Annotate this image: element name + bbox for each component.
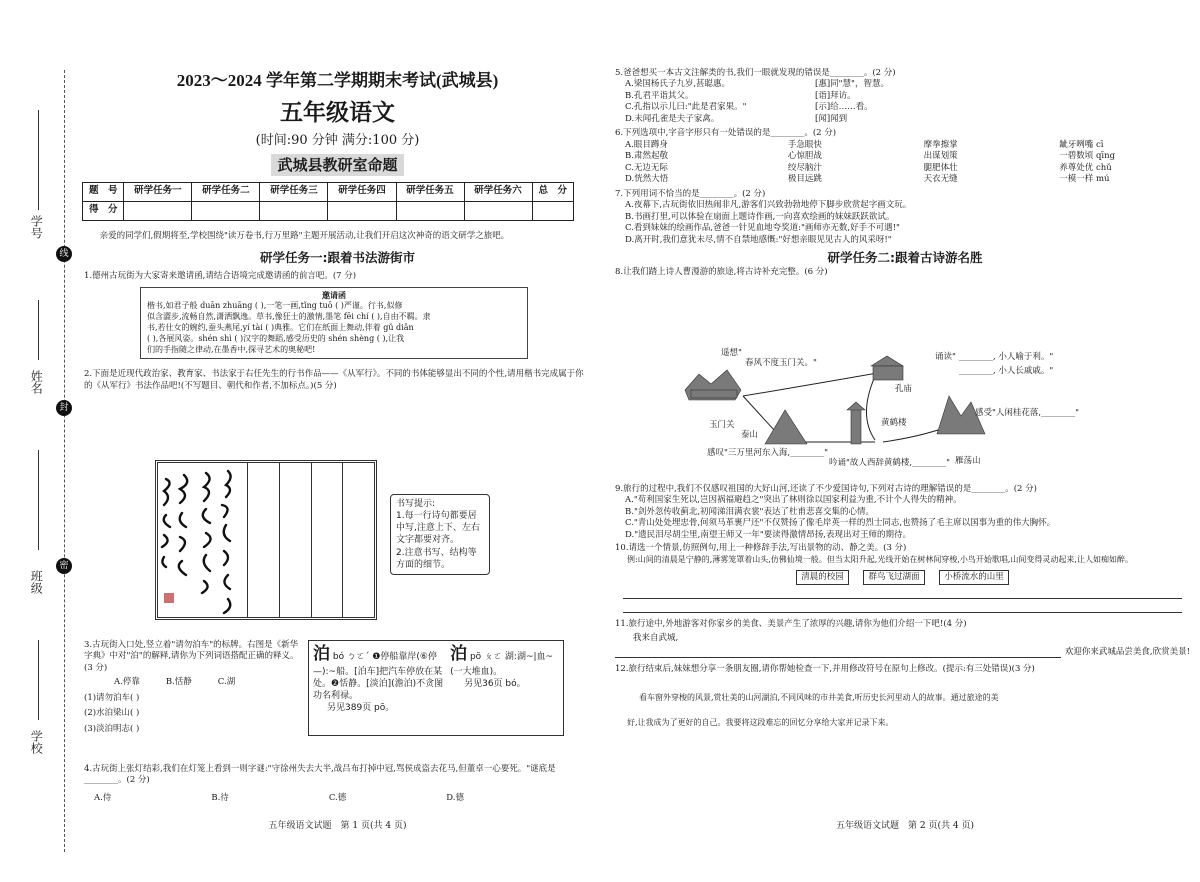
option-note: [诣]拜访。 [815, 90, 856, 101]
map-place-label: 泰山 [741, 430, 759, 440]
question-12: 12.旅行结束后,妹妹想分享一条朋友圈,请你帮她检查一下,并用修改符号在原句上修改。(提示:有三处错误)(3 分) [615, 664, 1035, 675]
class-line [38, 450, 39, 550]
scene-choice[interactable]: 小桥流水的山里 [939, 570, 1009, 585]
map-place-label: 孔庙 [895, 384, 913, 394]
dictionary-box [308, 640, 564, 736]
questions-9-12 [615, 484, 1190, 729]
invitation-box [140, 287, 528, 360]
option: 腿肥体壮 [923, 162, 958, 173]
name-label: 姓名 [29, 370, 44, 394]
option: D.离开时,我们意犹未尽,情不自禁地感慨:"好想亲眼见见古人的风采呀!" [625, 234, 892, 245]
scene-choice[interactable]: 清晨的校园 [796, 570, 849, 585]
option: D.恍然大悟 [625, 174, 669, 185]
option-note: [惠]同"慧"，智慧。 [815, 79, 889, 90]
option: 出谋划策 [923, 151, 958, 162]
page-2-footer: 五年级语文试题 第 2 页(共 4 页) [836, 821, 974, 831]
scene-choices [615, 570, 1190, 585]
option: C."青山处处埋忠骨,何须马革裹尸还"不仅赞扬了像毛岸英一样的烈士同志,也赞扬了毛主席以国事为重的伟大胸怀。 [625, 518, 1056, 529]
score-cell[interactable] [124, 201, 192, 220]
option: A.侍 [94, 792, 112, 803]
question-11-end: 欢迎你来武城品尝美食,欣赏美景! [1064, 646, 1190, 657]
question-12-text: 好,让我成为了更好的自己。我要将这段难忘的回忆分享给大家并记录下来。 [627, 718, 894, 728]
dictionary-def: pō ㄆㄛ 湖:湖~|血~(一大堆血)。 [450, 652, 554, 677]
question-12-text: 看车窗外穿梭的风景,赏壮美的山河湖泊,不同风味的市井美食,听历史长河里动人的故事。通过旅途的美 [639, 693, 999, 703]
question-5: 5.爸爸想买一本古文注解类的书,我们一眼就发现的错误是________。(2 分) [615, 68, 896, 78]
writing-column[interactable] [248, 463, 280, 617]
dictionary-entry-po [450, 643, 559, 733]
exam-page-2 [615, 0, 1195, 882]
question-4-options [94, 793, 464, 804]
option: A.眼目蹲身 [625, 139, 668, 150]
section-heading-2: 研学任务二:跟着古诗游名胜 [827, 250, 983, 266]
dictionary-ref: 另见389页 pō。 [327, 703, 395, 714]
dictionary-entry-bo [313, 643, 446, 733]
hint-item: 2.注意书写、结构等方面的细节。 [396, 547, 477, 570]
option: B.肃然起敬 [625, 151, 668, 162]
hint-item: 1.每一行诗句都要居中写,注意上下、左右文字都要对齐。 [396, 511, 480, 546]
question-11-start: 我来自武城, [633, 632, 679, 643]
option: A."苟利国家生死以,岂因祸福避趋之"突出了林则徐以国家利益为重,不计个人得失的精神。 [625, 495, 962, 506]
option: 摩拳擦掌 [923, 139, 958, 150]
question-7: 7.下列用词不恰当的是________。(2 分) [615, 188, 766, 199]
exam-subject: 五年级语文 [280, 98, 395, 126]
score-header-cell: 研学任务六 [464, 182, 532, 201]
invitation-line: 楷书,如君子般 duān zhuāng ( ),一笔一画,tǐng tuō ( )严谨。行书,似修 [147, 301, 403, 311]
invitation-line: ( ),各展风姿。shén shì ( )汉字的舞蹈,感受历史的 shén shèng ( ),让我 [147, 333, 405, 343]
question-8: 8.让我们踏上诗人曹漫游的旅途,将古诗补充完整。(6 分) [615, 266, 828, 277]
calligraphy-brush-image [158, 463, 246, 617]
question-3: 3.古玩街入口处,竖立着"请勿泊车"的标牌。右图是《新华字典》中对"泊"的解释,请你为下列词语搭配正确的释义。(3 分) [84, 640, 299, 673]
question-10-example: 例:山间的清晨是宁静的,薄雾笼罩着山头,仿佛仙境一般。但当太阳升起,光线开始在树林间穿梭,小鸟开始歌唱,山间变得灵动起来,让人如痴如醉。 [627, 554, 1133, 564]
map-place-label: 玉门关 [709, 420, 735, 430]
score-header-cell: 研学任务五 [396, 182, 464, 201]
answer-line[interactable] [623, 599, 1182, 613]
option: B.孔君平诣其父。 [625, 90, 694, 101]
calligraphy-grid [155, 460, 377, 620]
map-text: 感叹"三万里河东入海,________" [707, 448, 829, 458]
poetry-travel-map [625, 344, 1185, 470]
option: 手急眼快 [787, 139, 822, 150]
writing-column[interactable] [280, 463, 312, 617]
option: B.待 [211, 792, 229, 803]
option: D.未闻孔雀是夫子家禽。 [625, 113, 720, 124]
score-header-cell: 总 分 [532, 182, 573, 201]
score-header-cell: 研学任务四 [328, 182, 396, 201]
exam-title: 2023～2024 学年第二学期期末考试(武城县) [176, 71, 499, 90]
score-table [82, 182, 574, 221]
hint-title: 书写提示: [396, 499, 436, 509]
map-text: ________, 小人长戚戚。" [959, 366, 1054, 376]
option: A.停靠 [114, 677, 140, 688]
option: C.无边无际 [625, 162, 668, 173]
map-place-label: 雁荡山 [955, 456, 981, 466]
seal-seal-mark: 封 [56, 400, 72, 416]
score-header-cell: 题 号 [83, 182, 124, 201]
question-3-item: (1)请勿泊车( ) [84, 692, 140, 703]
binding-dashed-line [64, 70, 65, 852]
question-11: 11.旅行途中,外地游客对你家乡的美食、美景产生了浓厚的兴趣,请你为他们介绍一下吧!(4 分) [615, 619, 967, 630]
option-note: [示]给……看。 [815, 102, 873, 113]
option: C.孔指以示儿曰:"此是君家果。" [625, 102, 747, 113]
dictionary-char: 泊 [450, 644, 468, 664]
student-id-line [38, 110, 39, 210]
option: A.梁国杨氏子九岁,甚聪惠。 [625, 79, 731, 90]
dictionary-def: bó ㄅㄛˊ ❶停船靠岸(⑥停—):~船。[泊车]把汽车停放在某处。❷恬静。[淡泊](澹泊)不贪图功名利禄。 [313, 652, 444, 702]
score-header-cell: 研学任务三 [260, 182, 328, 201]
page-1-footer: 五年级语文试题 第 1 页(共 4 页) [268, 821, 407, 831]
question-4-block [84, 764, 584, 804]
question-9-options [625, 495, 1190, 541]
option: D."遗民泪尽胡尘里,南望王师又一年"要读得激情昂扬,表现出对王师的期待。 [625, 529, 911, 540]
option: D.德 [446, 792, 464, 803]
score-cell[interactable] [396, 201, 464, 220]
option: 天衣无缝 [923, 174, 958, 185]
class-label: 班级 [29, 570, 44, 594]
invitation-heading: 邀请函 [322, 290, 346, 300]
option: C.德 [328, 792, 347, 803]
question-11-answer [615, 646, 1190, 658]
answer-line[interactable] [615, 646, 1061, 658]
intro-text: 亲爱的同学们,假期将至,学校围绕"读万卷书,行万里路"主题开展活动,让我们开启这次神奇的语文研学之旅吧。 [99, 230, 510, 241]
option: 极目远跳 [787, 174, 822, 185]
question-6-options [625, 140, 1195, 186]
exam-time: (时间:90 分钟 满分:100 分) [255, 132, 420, 148]
question-1: 1.德州古玩街为大家寄来邀请函,请结合语境完成邀请函的前言吧。(7 分) [84, 271, 357, 282]
school-label: 学校 [29, 730, 44, 754]
question-10: 10.请选一个情景,仿照例句,用上一种修辞手法,写出景物的动、静之美。(3 分) [615, 543, 907, 554]
option: B."剑外忽传收蓟北,初闻涕泪满衣裳"表达了杜甫悲喜交集的心情。 [625, 506, 874, 517]
calligraphy-artwork-image [158, 463, 248, 617]
dictionary-ref: 另见36页 bó。 [464, 679, 526, 690]
question-3-item: (3)淡泊明志( ) [84, 723, 140, 734]
map-text: 诵读" [935, 352, 956, 362]
question-5-options [625, 79, 1195, 125]
question-7-options [625, 200, 1195, 246]
map-text: 春风不度玉门关。" [745, 358, 817, 368]
option: 绞尽脑汁 [787, 162, 822, 173]
binding-margin [0, 0, 80, 882]
option: 龇牙咧嘴 cī [1059, 139, 1104, 150]
exam-author: 武城县教研室命题 [271, 154, 403, 176]
seal-line-mark: 线 [56, 246, 72, 262]
student-id-label: 学号 [29, 215, 44, 239]
option: C.湖 [217, 677, 236, 688]
seal-secret-mark: 密 [56, 558, 72, 574]
option: 养尊处优 chǔ [1059, 162, 1112, 173]
score-cell[interactable] [328, 201, 396, 220]
invitation-line: 们的手指随之律动,在墨香中,探寻艺术的奥秘吧! [147, 344, 316, 354]
question-3-block [84, 640, 306, 735]
map-text: 吟诵"故人西辞黄鹤楼,________" [829, 458, 951, 468]
school-line [38, 640, 39, 720]
option-note: [闻]闻到 [815, 113, 848, 124]
section-heading-1: 研学任务一:跟着书法游街市 [260, 250, 415, 266]
score-cell[interactable] [464, 201, 532, 220]
question-3-options [114, 677, 306, 688]
option: 一模一样 mú [1059, 174, 1110, 185]
question-2: 2.下面是近现代政治家、教育家、书法家于右任先生的行书作品——《从军行》。不同的书体能够显出不同的个性,请用楷书完成属于你的《从军行》书法作品吧!(不写题目、朝代和作者,不加标点。)(5 分) [84, 369, 584, 391]
map-text: 感受"人闲桂花落,________" [975, 408, 1080, 418]
name-line [38, 300, 39, 360]
score-row-label: 得 分 [83, 201, 124, 220]
map-place-label: 黄鹤楼 [881, 418, 907, 428]
option: A.夜幕下,古玩街依旧热闹非凡,游客们兴致勃勃地停下脚步欣赏起字画文玩。 [625, 200, 912, 211]
score-cell[interactable] [260, 201, 328, 220]
invitation-line: 书,若仕女的婉约,蚕头燕尾,yí tài ( )典雅。它们在纸面上舞动,伴着 gǔ diǎn [147, 322, 414, 332]
question-3-item: (2)水泊梁山( ) [84, 708, 140, 719]
question-6: 6.下列选项中,字音字形只有一处错误的是________。(2 分) [615, 128, 837, 139]
exam-page-1 [80, 0, 595, 882]
option: C.看到妹妹的绘画作品,爸爸一针见血地夸奖道:"画师亦无数,好手不可遇!" [625, 223, 900, 234]
question-9: 9.旅行的过程中,我们不仅感叹祖国的大好山河,还读了不少爱国诗句,下列对古诗的理解错误的是________。(2 分) [615, 484, 1037, 494]
dictionary-char: 泊 [313, 644, 330, 664]
writing-hint-box [390, 494, 490, 575]
question-4: 4.古玩街上张灯结彩,我们在灯笼上看到一则字谜:"守徐州失去大半,战吕布打掉中冠,骂侯成盗去花马,但董卓一心要死。"谜底是________。(2 分) [84, 764, 556, 786]
option: 心惊胆战 [787, 151, 822, 162]
writing-column[interactable] [343, 463, 374, 617]
option: B.恬静 [165, 677, 192, 688]
map-text: 遥想" [721, 348, 742, 358]
score-cell[interactable] [532, 201, 573, 220]
answer-line[interactable] [623, 585, 1182, 599]
map-text: ________, 小人喻于利。" [959, 352, 1054, 362]
score-header-cell: 研学任务一 [124, 182, 192, 201]
option: 一碧数顷 qīng [1059, 151, 1116, 162]
invitation-line: 似含澀步,流畅自然,潇洒飘逸。草书,像狂士的激情,墨笔 fēi chí ( ),自由不羁。隶 [147, 312, 431, 322]
score-header-cell: 研学任务二 [192, 182, 260, 201]
writing-column[interactable] [312, 463, 344, 617]
option: B.书画打里,可以体验在扇面上题诗作画,一向喜欢绘画的妹妹跃跃欲试。 [625, 211, 895, 222]
scene-choice[interactable]: 群鸟飞过湖面 [863, 570, 924, 585]
score-cell[interactable] [192, 201, 260, 220]
